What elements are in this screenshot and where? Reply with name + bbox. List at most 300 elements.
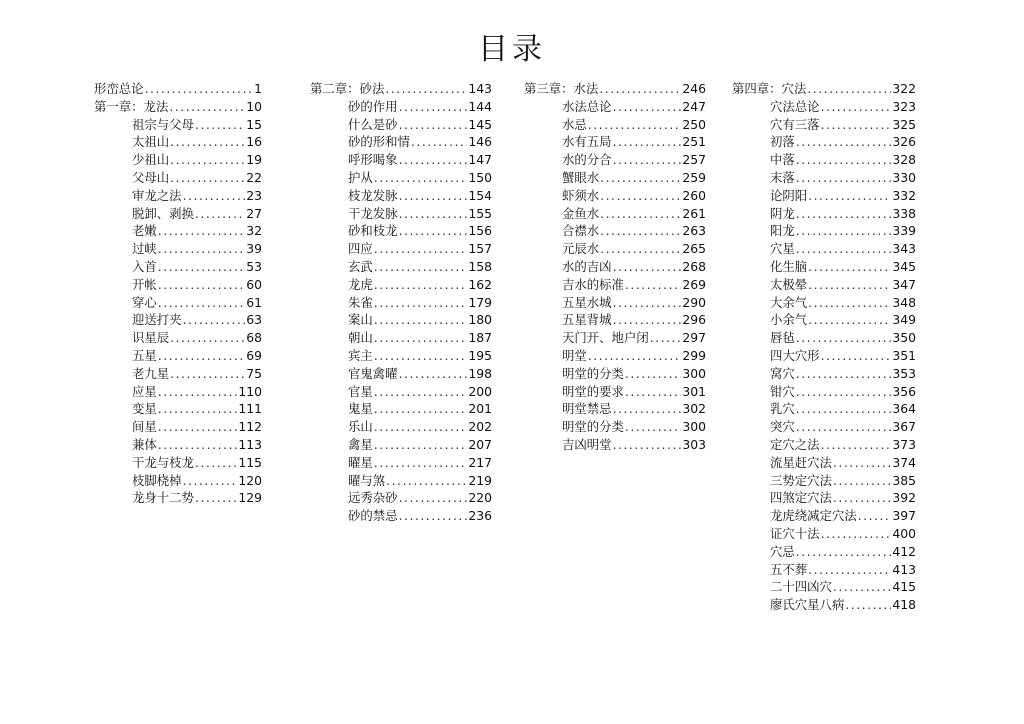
dot-leader bbox=[158, 347, 245, 365]
toc-entry-page-number: 146 bbox=[468, 134, 492, 150]
toc-entry-page-number: 263 bbox=[682, 223, 706, 239]
toc-entry bbox=[310, 294, 492, 312]
toc-entry-page-number: 353 bbox=[892, 365, 916, 381]
dot-leader bbox=[808, 311, 891, 329]
toc-entry-page-number: 68 bbox=[246, 330, 262, 346]
toc-entry-label: 第一章：龙法 bbox=[94, 98, 169, 114]
toc-entry-label: 蟹眼水 bbox=[562, 169, 600, 185]
toc-entry bbox=[732, 418, 916, 436]
dot-leader bbox=[796, 133, 892, 151]
toc-entry bbox=[732, 383, 916, 401]
dot-leader bbox=[600, 222, 681, 240]
toc-entry bbox=[310, 489, 492, 507]
toc-entry-label: 曜星 bbox=[348, 454, 373, 470]
toc-entry bbox=[732, 294, 916, 312]
dot-leader bbox=[613, 151, 682, 169]
dot-leader bbox=[399, 187, 468, 205]
toc-entry-page-number: 373 bbox=[892, 436, 916, 452]
toc-entry bbox=[524, 329, 706, 347]
toc-entry-label: 砂和枝龙 bbox=[348, 223, 398, 239]
toc-entry-label: 水法总论 bbox=[562, 98, 612, 114]
toc-entry-label: 龙身十二势 bbox=[132, 490, 194, 506]
toc-entry bbox=[524, 80, 706, 98]
toc-entry-page-number: 53 bbox=[246, 258, 262, 274]
dot-leader bbox=[821, 98, 892, 116]
dot-leader bbox=[374, 383, 468, 401]
dot-leader bbox=[796, 400, 892, 418]
toc-entry-page-number: 120 bbox=[238, 472, 262, 488]
toc-entry-page-number: 143 bbox=[468, 81, 492, 96]
toc-entry-page-number: 351 bbox=[892, 347, 916, 363]
toc-entry bbox=[524, 205, 706, 223]
toc-entry bbox=[94, 80, 262, 98]
toc-entry-page-number: 348 bbox=[892, 294, 916, 310]
toc-entry bbox=[310, 169, 492, 187]
dot-leader bbox=[613, 98, 682, 116]
toc-entry bbox=[94, 276, 262, 294]
toc-entry bbox=[732, 80, 916, 98]
toc-entry bbox=[732, 329, 916, 347]
toc-entry bbox=[732, 436, 916, 454]
toc-entry bbox=[732, 347, 916, 365]
dot-leader bbox=[158, 383, 238, 401]
toc-entry-page-number: 250 bbox=[682, 116, 706, 132]
toc-entry bbox=[94, 472, 262, 490]
dot-leader bbox=[613, 400, 682, 418]
toc-entry bbox=[732, 596, 916, 614]
toc-entry-page-number: 129 bbox=[238, 490, 262, 506]
toc-entry bbox=[94, 240, 262, 258]
toc-entry-label: 应星 bbox=[132, 383, 157, 399]
toc-entry-label: 水的分合 bbox=[562, 152, 612, 168]
toc-entry bbox=[524, 276, 706, 294]
dot-leader bbox=[833, 454, 891, 472]
toc-entry-label: 护从 bbox=[348, 169, 373, 185]
dot-leader bbox=[183, 311, 246, 329]
dot-leader bbox=[808, 258, 891, 276]
toc-entry bbox=[524, 365, 706, 383]
toc-entry-page-number: 339 bbox=[892, 223, 916, 239]
toc-entry bbox=[524, 400, 706, 418]
dot-leader bbox=[385, 80, 467, 98]
toc-entry bbox=[524, 311, 706, 329]
dot-leader bbox=[374, 418, 468, 436]
toc-entry bbox=[732, 489, 916, 507]
toc-entry-page-number: 356 bbox=[892, 383, 916, 399]
toc-entry-page-number: 413 bbox=[892, 561, 916, 577]
toc-entry-label: 官星 bbox=[348, 383, 373, 399]
toc-entry-label: 吉水的标准 bbox=[562, 276, 624, 292]
toc-entry-page-number: 147 bbox=[468, 152, 492, 168]
dot-leader bbox=[374, 347, 468, 365]
toc-entry-label: 末落 bbox=[770, 169, 795, 185]
dot-leader bbox=[170, 169, 245, 187]
dot-leader bbox=[796, 205, 892, 223]
toc-entry bbox=[94, 98, 262, 116]
dot-leader bbox=[374, 258, 468, 276]
dot-leader bbox=[158, 240, 245, 258]
toc-entry-page-number: 302 bbox=[682, 401, 706, 417]
toc-entry-label: 化生脑 bbox=[770, 258, 808, 274]
toc-entry-label: 太极晕 bbox=[770, 276, 808, 292]
toc-entry-label: 朝山 bbox=[348, 330, 373, 346]
toc-entry bbox=[732, 169, 916, 187]
toc-entry-label: 远秀杂砂 bbox=[348, 490, 398, 506]
toc-entry-page-number: 16 bbox=[246, 134, 262, 150]
toc-entry-label: 乐山 bbox=[348, 419, 373, 435]
toc-entry-page-number: 343 bbox=[892, 241, 916, 257]
dot-leader bbox=[374, 169, 468, 187]
toc-entry-label: 五星背城 bbox=[562, 312, 612, 328]
dot-leader bbox=[808, 187, 891, 205]
toc-entry bbox=[310, 222, 492, 240]
dot-leader bbox=[158, 222, 245, 240]
toc-entry-page-number: 257 bbox=[682, 152, 706, 168]
toc-entry bbox=[524, 187, 706, 205]
toc-entry bbox=[732, 543, 916, 561]
toc-entry-page-number: 326 bbox=[892, 134, 916, 150]
toc-entry-page-number: 217 bbox=[468, 454, 492, 470]
toc-entry bbox=[94, 222, 262, 240]
dot-leader bbox=[158, 276, 245, 294]
toc-entry-label: 第四章：穴法 bbox=[732, 81, 807, 96]
toc-entry-page-number: 60 bbox=[246, 276, 262, 292]
toc-entry bbox=[524, 222, 706, 240]
dot-leader bbox=[145, 80, 254, 98]
toc-entry-label: 五不葬 bbox=[770, 561, 808, 577]
toc-entry-page-number: 332 bbox=[892, 187, 916, 203]
dot-leader bbox=[821, 116, 892, 134]
toc-entry bbox=[94, 294, 262, 312]
toc-entry-label: 父母山 bbox=[132, 169, 170, 185]
toc-entry-label: 虾须水 bbox=[562, 187, 600, 203]
toc-entry-label: 元辰水 bbox=[562, 241, 600, 257]
toc-entry-page-number: 113 bbox=[238, 436, 262, 452]
toc-entry bbox=[310, 205, 492, 223]
toc-entry bbox=[310, 347, 492, 365]
toc-entry bbox=[732, 561, 916, 579]
toc-entry-label: 曜与煞 bbox=[348, 472, 386, 488]
toc-entry bbox=[310, 472, 492, 490]
toc-entry-label: 合襟水 bbox=[562, 223, 600, 239]
toc-entry bbox=[94, 489, 262, 507]
toc-entry-label: 唇毡 bbox=[770, 330, 795, 346]
toc-entry bbox=[94, 383, 262, 401]
dot-leader bbox=[833, 489, 891, 507]
toc-column-2 bbox=[310, 80, 492, 525]
toc-entry bbox=[524, 98, 706, 116]
toc-entry bbox=[524, 151, 706, 169]
dot-leader bbox=[613, 294, 682, 312]
toc-entry-page-number: 325 bbox=[892, 116, 916, 132]
toc-entry-label: 穴有三落 bbox=[770, 116, 820, 132]
dot-leader bbox=[158, 258, 245, 276]
toc-entry-page-number: 347 bbox=[892, 276, 916, 292]
toc-entry-page-number: 179 bbox=[468, 294, 492, 310]
dot-leader bbox=[613, 436, 682, 454]
dot-leader bbox=[399, 489, 468, 507]
toc-entry bbox=[94, 418, 262, 436]
toc-entry-label: 干龙与枝龙 bbox=[132, 454, 194, 470]
dot-leader bbox=[600, 240, 681, 258]
toc-entry-label: 形峦总论 bbox=[94, 81, 144, 96]
dot-leader bbox=[399, 98, 468, 116]
toc-entry bbox=[524, 240, 706, 258]
toc-entry-page-number: 195 bbox=[468, 347, 492, 363]
toc-entry-page-number: 259 bbox=[682, 169, 706, 185]
toc-entry-label: 水的吉凶 bbox=[562, 258, 612, 274]
toc-entry-page-number: 328 bbox=[892, 152, 916, 168]
toc-column-1 bbox=[94, 80, 262, 507]
toc-entry bbox=[310, 418, 492, 436]
toc-entry bbox=[94, 311, 262, 329]
toc-entry-page-number: 202 bbox=[468, 419, 492, 435]
dot-leader bbox=[411, 133, 467, 151]
toc-entry-label: 大余气 bbox=[770, 294, 808, 310]
toc-entry bbox=[310, 116, 492, 134]
dot-leader bbox=[845, 596, 891, 614]
toc-entry-page-number: 322 bbox=[892, 81, 916, 96]
toc-entry-label: 证穴十法 bbox=[770, 525, 820, 541]
toc-entry-label: 明堂禁忌 bbox=[562, 401, 612, 417]
toc-entry-label: 五星水城 bbox=[562, 294, 612, 310]
toc-entry-label: 宾主 bbox=[348, 347, 373, 363]
toc-entry bbox=[524, 116, 706, 134]
toc-entry bbox=[524, 436, 706, 454]
toc-entry-label: 枝脚桡棹 bbox=[132, 472, 182, 488]
toc-entry-label: 枝龙发脉 bbox=[348, 187, 398, 203]
toc-entry-label: 天门开、地户闭 bbox=[562, 330, 649, 346]
dot-leader bbox=[158, 436, 238, 454]
toc-entry-label: 朱雀 bbox=[348, 294, 373, 310]
toc-entry bbox=[732, 276, 916, 294]
toc-entry-page-number: 112 bbox=[238, 419, 262, 435]
dot-leader bbox=[399, 507, 468, 525]
toc-entry bbox=[732, 258, 916, 276]
toc-entry bbox=[94, 116, 262, 134]
toc-entry-page-number: 247 bbox=[682, 98, 706, 114]
toc-entry-page-number: 397 bbox=[892, 508, 916, 524]
toc-entry-label: 四大穴形 bbox=[770, 347, 820, 363]
toc-entry-label: 禽星 bbox=[348, 436, 373, 452]
toc-entry-page-number: 63 bbox=[246, 312, 262, 328]
toc-entry bbox=[524, 294, 706, 312]
toc-entry bbox=[310, 98, 492, 116]
toc-entry bbox=[732, 400, 916, 418]
toc-entry-page-number: 39 bbox=[246, 241, 262, 257]
dot-leader bbox=[600, 187, 681, 205]
dot-leader bbox=[183, 187, 246, 205]
dot-leader bbox=[821, 347, 892, 365]
toc-entry-label: 三势定穴法 bbox=[770, 472, 832, 488]
toc-entry bbox=[524, 347, 706, 365]
dot-leader bbox=[195, 489, 237, 507]
dot-leader bbox=[613, 133, 682, 151]
dot-leader bbox=[374, 436, 468, 454]
dot-leader bbox=[821, 525, 892, 543]
toc-entry-page-number: 385 bbox=[892, 472, 916, 488]
dot-leader bbox=[374, 400, 468, 418]
dot-leader bbox=[613, 311, 682, 329]
toc-entry bbox=[310, 365, 492, 383]
toc-entry-page-number: 1 bbox=[254, 81, 262, 96]
toc-column-4 bbox=[732, 80, 916, 614]
dot-leader bbox=[158, 418, 238, 436]
toc-entry-label: 官鬼禽曜 bbox=[348, 365, 398, 381]
dot-leader bbox=[170, 133, 245, 151]
toc-entry bbox=[524, 418, 706, 436]
toc-entry-page-number: 187 bbox=[468, 330, 492, 346]
toc-entry-page-number: 299 bbox=[682, 347, 706, 363]
toc-entry-label: 钳穴 bbox=[770, 383, 795, 399]
toc-entry-page-number: 246 bbox=[682, 81, 706, 96]
toc-entry-page-number: 300 bbox=[682, 419, 706, 435]
toc-entry-page-number: 156 bbox=[468, 223, 492, 239]
toc-entry bbox=[732, 240, 916, 258]
toc-entry-label: 水有五局 bbox=[562, 134, 612, 150]
toc-entry-page-number: 392 bbox=[892, 490, 916, 506]
toc-entry bbox=[732, 187, 916, 205]
toc-entry-label: 四煞定穴法 bbox=[770, 490, 832, 506]
toc-entry-label: 审龙之法 bbox=[132, 187, 182, 203]
toc-entry-label: 老九星 bbox=[132, 365, 170, 381]
toc-entry bbox=[524, 383, 706, 401]
dot-leader bbox=[796, 543, 892, 561]
toc-entry-page-number: 23 bbox=[246, 187, 262, 203]
toc-entry-page-number: 162 bbox=[468, 276, 492, 292]
toc-entry bbox=[94, 133, 262, 151]
toc-entry-page-number: 22 bbox=[246, 169, 262, 185]
dot-leader bbox=[808, 561, 891, 579]
toc-entry bbox=[310, 151, 492, 169]
toc-entry-page-number: 219 bbox=[468, 472, 492, 488]
toc-entry-label: 明堂 bbox=[562, 347, 587, 363]
dot-leader bbox=[796, 151, 892, 169]
toc-entry-label: 论阴阳 bbox=[770, 187, 808, 203]
toc-entry-label: 太祖山 bbox=[132, 134, 170, 150]
toc-entry-page-number: 115 bbox=[238, 454, 262, 470]
toc-entry-label: 脱卸、剥换 bbox=[132, 205, 194, 221]
toc-entry bbox=[94, 205, 262, 223]
toc-entry-label: 中落 bbox=[770, 152, 795, 168]
dot-leader bbox=[625, 365, 681, 383]
toc-entry-label: 间星 bbox=[132, 419, 157, 435]
toc-entry-page-number: 19 bbox=[246, 152, 262, 168]
dot-leader bbox=[599, 80, 681, 98]
toc-entry-page-number: 345 bbox=[892, 258, 916, 274]
dot-leader bbox=[195, 205, 245, 223]
toc-entry-page-number: 110 bbox=[238, 383, 262, 399]
toc-entry-page-number: 200 bbox=[468, 383, 492, 399]
dot-leader bbox=[374, 276, 468, 294]
toc-entry-label: 穴忌 bbox=[770, 543, 795, 559]
dot-leader bbox=[374, 311, 468, 329]
toc-entry-page-number: 145 bbox=[468, 116, 492, 132]
toc-entry-page-number: 260 bbox=[682, 187, 706, 203]
dot-leader bbox=[588, 116, 682, 134]
toc-entry bbox=[310, 276, 492, 294]
dot-leader bbox=[170, 329, 245, 347]
toc-entry-label: 砂的禁忌 bbox=[348, 508, 398, 524]
toc-entry-label: 吉凶明堂 bbox=[562, 436, 612, 452]
dot-leader bbox=[399, 151, 468, 169]
toc-entry-label: 穴法总论 bbox=[770, 98, 820, 114]
toc-entry-label: 砂的形和情 bbox=[348, 134, 410, 150]
dot-leader bbox=[625, 418, 681, 436]
toc-entry bbox=[732, 222, 916, 240]
toc-entry bbox=[310, 80, 492, 98]
toc-entry-page-number: 157 bbox=[468, 241, 492, 257]
dot-leader bbox=[808, 294, 891, 312]
toc-entry-page-number: 154 bbox=[468, 187, 492, 203]
dot-leader bbox=[821, 436, 892, 454]
toc-entry-label: 少祖山 bbox=[132, 152, 170, 168]
toc-entry-page-number: 412 bbox=[892, 543, 916, 559]
toc-entry-page-number: 400 bbox=[892, 525, 916, 541]
toc-entry bbox=[310, 240, 492, 258]
toc-entry-label: 变星 bbox=[132, 401, 157, 417]
toc-entry-label: 廖氏穴星八病 bbox=[770, 597, 845, 613]
toc-entry-label: 鬼星 bbox=[348, 401, 373, 417]
toc-entry-label: 案山 bbox=[348, 312, 373, 328]
dot-leader bbox=[183, 472, 238, 490]
page-title: 目录 bbox=[478, 32, 546, 67]
toc-entry-page-number: 415 bbox=[892, 579, 916, 595]
dot-leader bbox=[796, 383, 892, 401]
toc-entry-label: 窝穴 bbox=[770, 365, 795, 381]
toc-entry bbox=[310, 383, 492, 401]
toc-entry-page-number: 296 bbox=[682, 312, 706, 328]
toc-entry-page-number: 338 bbox=[892, 205, 916, 221]
dot-leader bbox=[399, 222, 468, 240]
toc-entry-page-number: 220 bbox=[468, 490, 492, 506]
toc-entry-page-number: 268 bbox=[682, 258, 706, 274]
dot-leader bbox=[399, 365, 468, 383]
toc-entry-label: 开帐 bbox=[132, 276, 157, 292]
toc-entry-label: 什么是砂 bbox=[348, 116, 398, 132]
dot-leader bbox=[796, 365, 892, 383]
toc-entry-label: 过峡 bbox=[132, 241, 157, 257]
toc-entry-page-number: 418 bbox=[892, 597, 916, 613]
toc-entry-label: 老嫩 bbox=[132, 223, 157, 239]
toc-entry-page-number: 300 bbox=[682, 365, 706, 381]
toc-entry-page-number: 349 bbox=[892, 312, 916, 328]
dot-leader bbox=[833, 578, 891, 596]
toc-entry-page-number: 111 bbox=[238, 401, 262, 417]
toc-entry bbox=[524, 258, 706, 276]
dot-leader bbox=[374, 294, 468, 312]
toc-entry-label: 水忌 bbox=[562, 116, 587, 132]
toc-entry-label: 玄武 bbox=[348, 258, 373, 274]
toc-entry bbox=[310, 311, 492, 329]
toc-entry bbox=[524, 133, 706, 151]
dot-leader bbox=[374, 329, 468, 347]
toc-entry-page-number: 303 bbox=[682, 436, 706, 452]
dot-leader bbox=[600, 205, 681, 223]
dot-leader bbox=[399, 116, 468, 134]
dot-leader bbox=[399, 205, 468, 223]
dot-leader bbox=[386, 472, 467, 490]
dot-leader bbox=[796, 222, 892, 240]
toc-entry bbox=[94, 365, 262, 383]
toc-entry-page-number: 75 bbox=[246, 365, 262, 381]
toc-entry bbox=[94, 454, 262, 472]
toc-entry-page-number: 301 bbox=[682, 383, 706, 399]
toc-entry-label: 乳穴 bbox=[770, 401, 795, 417]
toc-entry-label: 阳龙 bbox=[770, 223, 795, 239]
toc-entry bbox=[524, 169, 706, 187]
toc-entry-label: 龙虎绕减定穴法 bbox=[770, 508, 857, 524]
